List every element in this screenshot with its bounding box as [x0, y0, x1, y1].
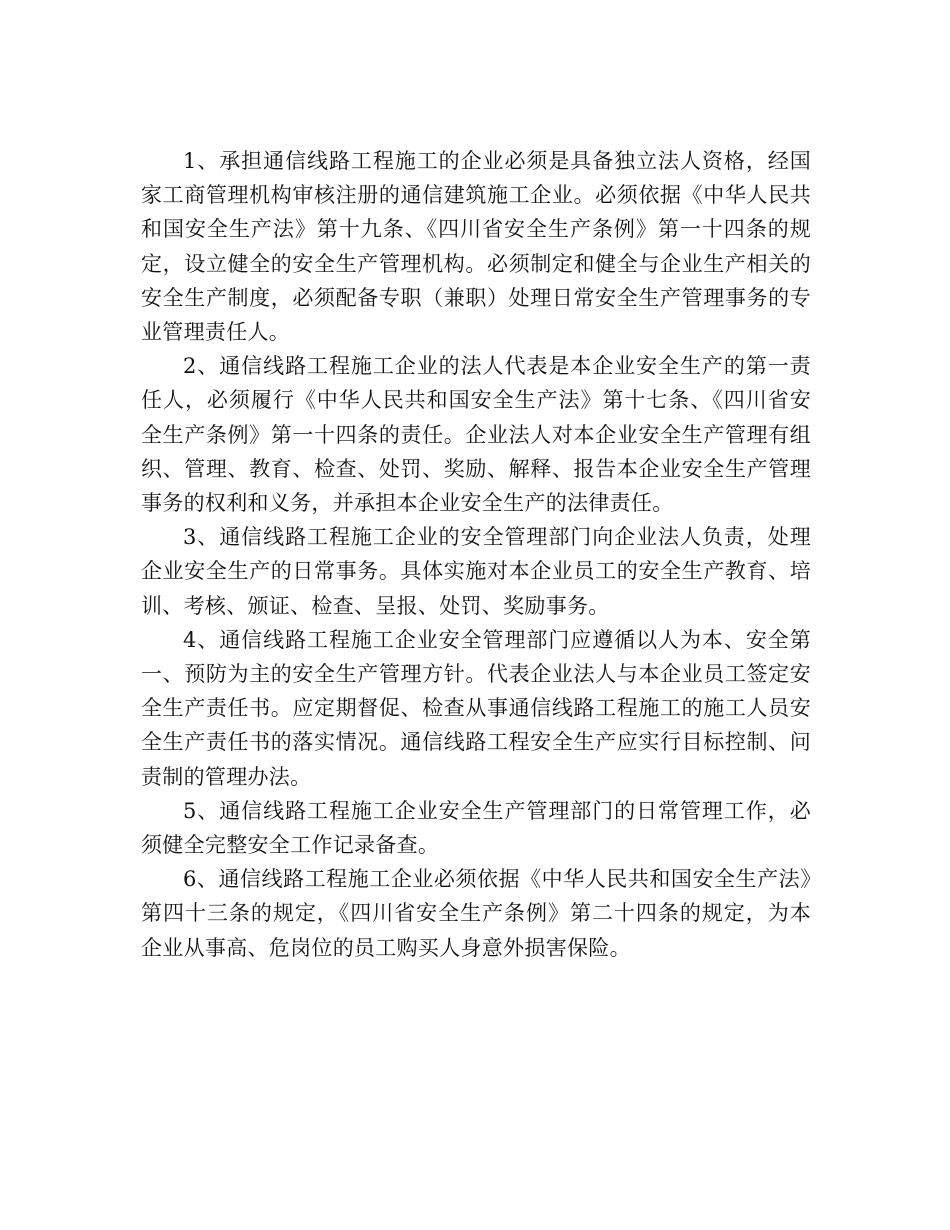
- paragraph-1: 1、承担通信线路工程施工的企业必须是具备独立法人资格，经国家工商管理机构审核注册的通信建筑施工企业。必须依据《中华人民共和国安全生产法》第十九条、《四川省安全生产条例》第一十四条的规定，设立健全的安全生产管理机构。必须制定和健全与企业生产相关的安全生产制度，必须配备专职（兼职）处理日常安全生产管理事务的专业管理责任人。: [141, 149, 811, 345]
- paragraph-5: 5、通信线路工程施工企业安全生产管理部门的日常管理工作，必须健全完整安全工作记录备查。: [141, 798, 811, 858]
- paragraph-3: 3、通信线路工程施工企业的安全管理部门向企业法人负责，处理企业安全生产的日常事务。具体实施对本企业员工的安全生产教育、培训、考核、颁证、检查、呈报、处罚、奖励事务。: [141, 525, 811, 618]
- paragraph-6: 6、通信线路工程施工企业必须依据《中华人民共和国安全生产法》第四十三条的规定，《四川省安全生产条例》第二十四条的规定，为本企业从事高、危岗位的员工购买人身意外损害保险。: [141, 867, 811, 960]
- paragraph-2: 2、通信线路工程施工企业的法人代表是本企业安全生产的第一责任人，必须履行《中华人民共和国安全生产法》第十七条、《四川省安全生产条例》第一十四条的责任。企业法人对本企业安全生产管理有组织、管理、教育、检查、处罚、奖励、解释、报告本企业安全生产管理事务的权利和义务，并承担本企业安全生产的法律责任。: [141, 354, 811, 516]
- document-body: [141, 144, 811, 965]
- paragraph-4: 4、通信线路工程施工企业安全管理部门应遵循以人为本、安全第一、预防为主的安全生产管理方针。代表企业法人与本企业员工签定安全生产责任书。应定期督促、检查从事通信线路工程施工的施工人员安全生产责任书的落实情况。通信线路工程安全生产应实行目标控制、问责制的管理办法。: [141, 627, 811, 789]
